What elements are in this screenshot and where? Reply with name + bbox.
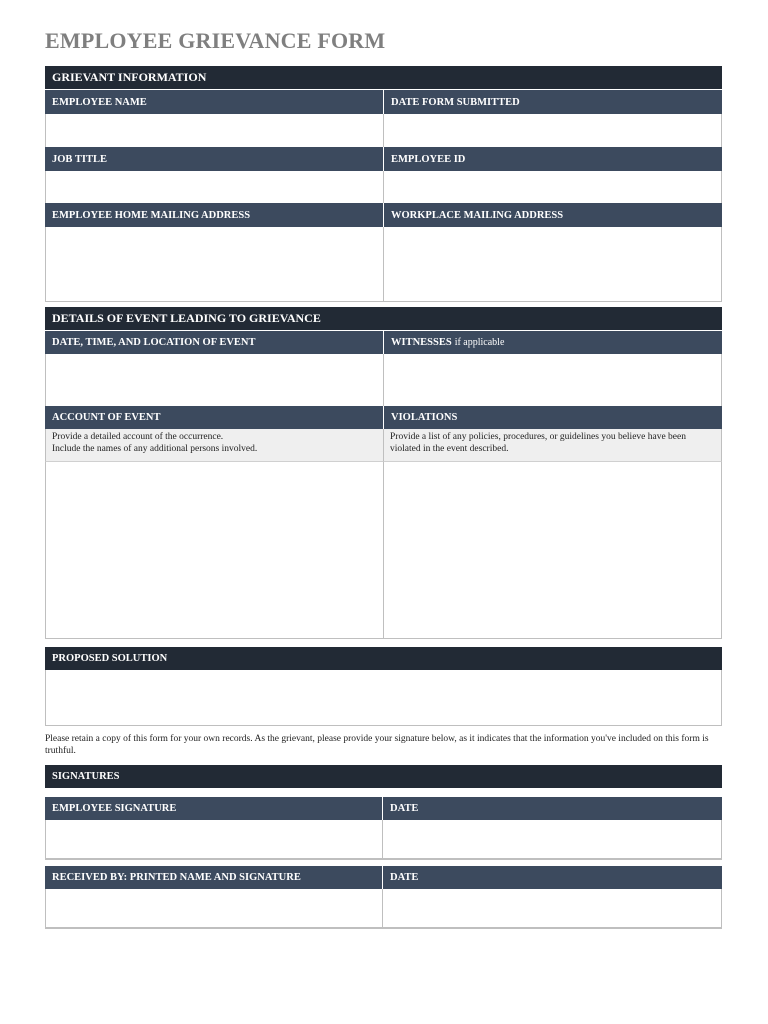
employee-signature-field[interactable]	[45, 820, 383, 860]
account-instr-line-1: Provide a detailed account of the occurrence.	[52, 432, 224, 442]
signature-date-field[interactable]	[382, 820, 722, 860]
job-title-label: JOB TITLE	[45, 147, 383, 171]
page-title: EMPLOYEE GRIEVANCE FORM	[45, 28, 386, 53]
grievant-section	[45, 66, 722, 302]
witnesses-field[interactable]	[383, 354, 722, 406]
received-by-label: RECEIVED BY: PRINTED NAME AND SIGNATURE	[45, 866, 382, 889]
workplace-address-field[interactable]	[383, 227, 722, 302]
received-by-field[interactable]	[45, 889, 383, 929]
received-date-field[interactable]	[382, 889, 722, 929]
employee-name-label: EMPLOYEE NAME	[45, 90, 383, 114]
witnesses-label-text: WITNESSES	[391, 337, 452, 348]
date-time-location-field[interactable]	[45, 354, 384, 406]
account-instructions	[45, 429, 384, 462]
date-time-location-label: DATE, TIME, AND LOCATION OF EVENT	[45, 331, 383, 354]
employee-id-field[interactable]	[383, 171, 722, 203]
violations-label: VIOLATIONS	[384, 406, 722, 429]
violations-field[interactable]	[383, 462, 722, 639]
signature-date-label: DATE	[383, 797, 722, 820]
signatures-section	[45, 765, 722, 930]
account-instr-line-2: Include the names of any additional persons involved.	[52, 443, 258, 454]
received-date-label: DATE	[383, 866, 722, 889]
details-section	[45, 307, 722, 639]
retain-copy-note: Please retain a copy of this form for your own records. As the grievant, please provide your signature below, as it indicates that the information you've included on this form is truthful.	[45, 734, 709, 756]
signatures-header: SIGNATURES	[45, 765, 722, 788]
witnesses-note: if applicable	[454, 337, 505, 348]
date-form-submitted-label: DATE FORM SUBMITTED	[384, 90, 722, 114]
workplace-address-label: WORKPLACE MAILING ADDRESS	[384, 203, 722, 227]
employee-name-field[interactable]	[45, 114, 384, 147]
proposed-section	[45, 647, 722, 726]
job-title-field[interactable]	[45, 171, 384, 203]
home-address-field[interactable]	[45, 227, 384, 302]
proposed-header: PROPOSED SOLUTION	[45, 647, 722, 670]
employee-id-label: EMPLOYEE ID	[384, 147, 722, 171]
witnesses-label	[384, 331, 722, 354]
proposed-solution-field[interactable]	[45, 670, 722, 726]
violations-instructions: Provide a list of any policies, procedures, or guidelines you believe have been violated in the event described.	[383, 429, 722, 462]
employee-signature-label: EMPLOYEE SIGNATURE	[45, 797, 382, 820]
home-address-label: EMPLOYEE HOME MAILING ADDRESS	[45, 203, 383, 227]
date-form-submitted-field[interactable]	[383, 114, 722, 147]
grievant-header: GRIEVANT INFORMATION	[45, 66, 722, 89]
account-of-event-label: ACCOUNT OF EVENT	[45, 406, 383, 429]
account-of-event-field[interactable]	[45, 462, 384, 639]
details-header: DETAILS OF EVENT LEADING TO GRIEVANCE	[45, 307, 722, 330]
